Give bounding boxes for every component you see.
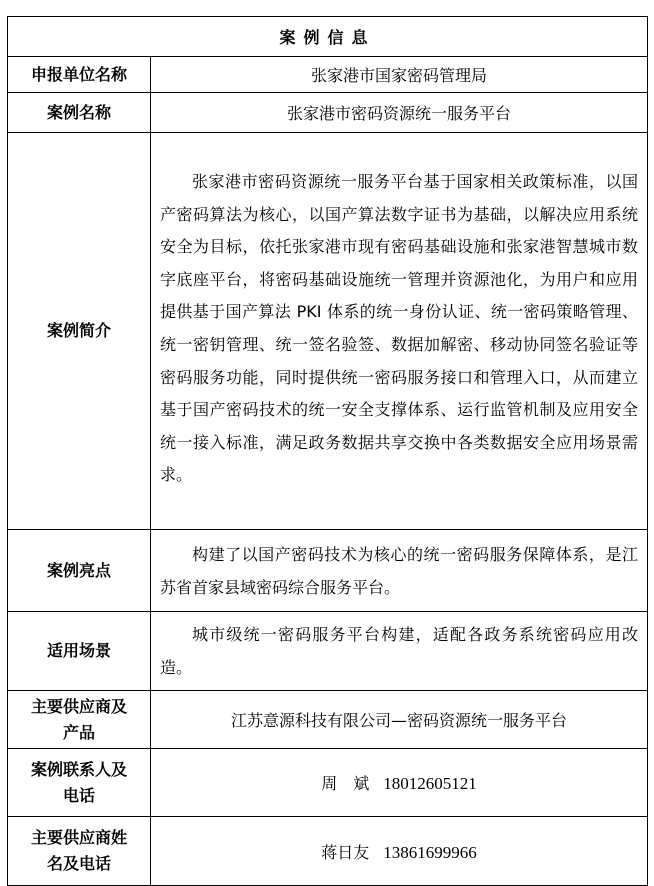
table-header-row <box>8 17 648 57</box>
case-info-table <box>7 16 648 886</box>
row-case-name <box>8 93 648 133</box>
row-highlights <box>8 530 648 612</box>
supplier-contact-name: 蒋日友 <box>321 842 370 862</box>
supplier-label <box>8 691 151 749</box>
contact-value <box>151 749 648 817</box>
row-scenario <box>8 612 648 691</box>
supplier-contact-label <box>8 817 151 886</box>
contact-label-line2: 电话 <box>62 785 95 805</box>
supplier-contact-value <box>151 817 648 886</box>
case-name-value: 张家港市密码资源统一服务平台 <box>151 93 648 133</box>
case-name-label: 案例名称 <box>8 93 151 133</box>
supplier-value: 江苏意源科技有限公司—密码资源统一服务平台 <box>151 691 648 749</box>
table-title: 案例信息 <box>8 17 648 57</box>
contact-label <box>8 749 151 817</box>
scenario-label: 适用场景 <box>8 612 151 691</box>
row-supplier <box>8 691 648 749</box>
supplier-contact-label-line1: 主要供应商姓 <box>30 828 127 847</box>
row-intro <box>8 133 648 530</box>
row-contact <box>8 749 648 817</box>
contact-label-line1: 案例联系人及 <box>30 759 127 779</box>
intro-value: 张家港市密码资源统一服务平台基于国家相关政策标准，以国产密码算法为核心，以国产算法数字证书为基础，以解决应用系统安全为目标，依托张家港市现有密码基础设施和张家港智慧城市数字底座平台，将密码基础设施统一管理并资源池化，为用户和应用提供基于国产算法 PKI 体系的统一身份认证、统一密码策略管理、统一密钥管理、统一签名验签、数据加解密、移动协同签名验证等密码服务功能，同时提供统一密码服务接口和管理入口，从而建立基于国产密码技术的统一安全支撑体系、运行监管机制及应用安全统一接入标准，满足政务数据共享交换中各类数据安全应用场景需求。 <box>151 133 648 530</box>
intro-label: 案例简介 <box>8 133 151 530</box>
contact-name: 周 斌 <box>321 774 370 793</box>
highlights-label: 案例亮点 <box>8 530 151 612</box>
supplier-contact-phone: 13861699966 <box>383 842 477 862</box>
row-supplier-contact <box>8 817 648 886</box>
row-org <box>8 57 648 93</box>
supplier-contact-label-line2: 名及电话 <box>46 854 111 873</box>
highlights-value: 构建了以国产密码技术为核心的统一密码服务保障体系，是江苏省首家县域密码综合服务平台。 <box>151 530 648 612</box>
scenario-value: 城市级统一密码服务平台构建，适配各政务系统密码应用改造。 <box>151 612 648 691</box>
org-label: 申报单位名称 <box>8 57 151 93</box>
contact-phone: 18012605121 <box>383 774 477 793</box>
supplier-label-line2: 产品 <box>62 722 95 742</box>
supplier-label-line1: 主要供应商及 <box>30 696 127 716</box>
org-value: 张家港市国家密码管理局 <box>151 57 648 93</box>
